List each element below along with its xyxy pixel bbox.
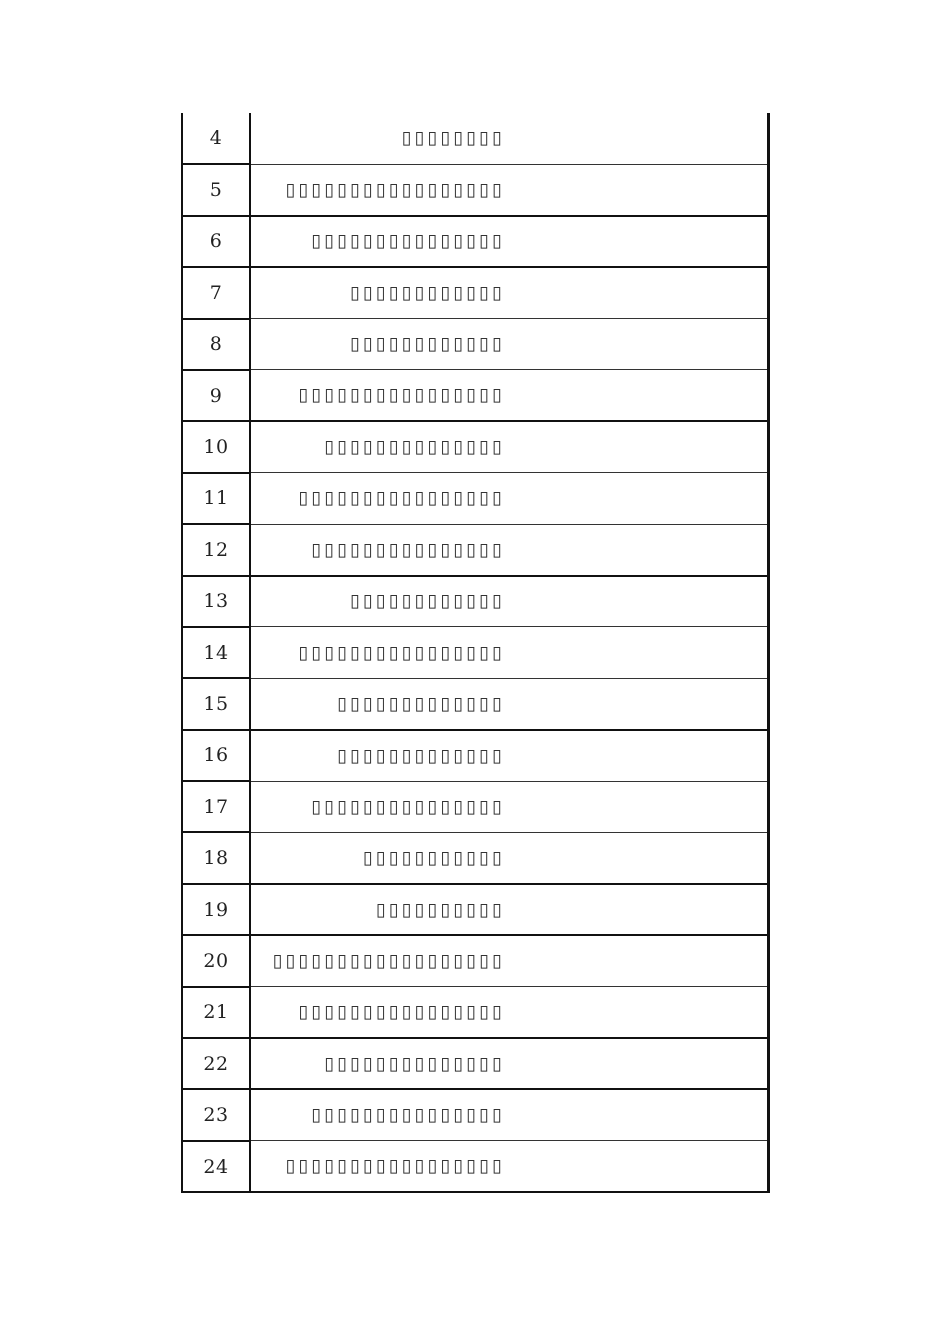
table-row (182, 216, 769, 267)
table-row (182, 267, 769, 318)
table-row (182, 935, 769, 986)
row-name: ▯▯▯▯▯▯▯▯▯▯▯▯▯▯ (324, 1053, 505, 1075)
table-row (182, 884, 769, 935)
row-name-cell (250, 987, 769, 1038)
row-number: 11 (182, 473, 250, 524)
row-number: 14 (182, 627, 250, 678)
row-name: ▯▯▯▯▯▯▯▯▯▯▯▯▯▯▯▯ (298, 642, 505, 664)
row-number: 5 (182, 164, 250, 215)
row-name-cell (250, 781, 769, 832)
row-name-cell (250, 524, 769, 575)
row-name-cell (250, 421, 769, 472)
table-row (182, 319, 769, 370)
row-name: ▯▯▯▯▯▯▯▯▯▯▯▯▯▯▯▯ (298, 487, 505, 509)
table-row (182, 370, 769, 421)
table-row (182, 473, 769, 524)
row-number: 9 (182, 370, 250, 421)
row-name: ▯▯▯▯▯▯▯▯▯▯▯ (363, 847, 505, 869)
table-row (182, 421, 769, 472)
table-row (182, 164, 769, 215)
row-name-cell (250, 319, 769, 370)
row-name-cell (250, 678, 769, 729)
row-name: ▯▯▯▯▯▯▯▯▯▯▯▯▯▯▯ (311, 539, 505, 561)
row-name: ▯▯▯▯▯▯▯▯▯▯▯▯▯▯▯ (311, 230, 505, 252)
row-number: 4 (182, 113, 250, 164)
table-row (182, 113, 769, 164)
row-name-cell (250, 267, 769, 318)
row-name-cell (250, 1038, 769, 1089)
table-row (182, 781, 769, 832)
table-row (182, 832, 769, 883)
row-number: 23 (182, 1089, 250, 1140)
row-number: 21 (182, 987, 250, 1038)
row-name: ▯▯▯▯▯▯▯▯▯▯▯▯▯▯▯▯▯ (285, 1155, 505, 1177)
table-row (182, 627, 769, 678)
row-number: 19 (182, 884, 250, 935)
table-row (182, 678, 769, 729)
row-name-cell (250, 473, 769, 524)
row-number: 8 (182, 319, 250, 370)
row-name-cell (250, 164, 769, 215)
row-name: ▯▯▯▯▯▯▯▯▯▯▯▯▯ (337, 745, 505, 767)
row-number: 6 (182, 216, 250, 267)
table-row (182, 1141, 769, 1192)
row-name-cell (250, 1089, 769, 1140)
row-name: ▯▯▯▯▯▯▯▯▯▯▯▯▯▯ (324, 436, 505, 458)
row-name: ▯▯▯▯▯▯▯▯▯▯▯▯ (350, 333, 505, 355)
row-number: 10 (182, 421, 250, 472)
row-number: 22 (182, 1038, 250, 1089)
row-number: 17 (182, 781, 250, 832)
row-number: 12 (182, 524, 250, 575)
row-name-cell (250, 884, 769, 935)
row-name: ▯▯▯▯▯▯▯▯▯▯▯▯▯▯▯▯ (298, 384, 505, 406)
row-number: 13 (182, 576, 250, 627)
table-row (182, 730, 769, 781)
row-name-cell (250, 113, 769, 164)
row-name-cell (250, 576, 769, 627)
row-name: ▯▯▯▯▯▯▯▯ (401, 127, 505, 149)
row-name-cell (250, 1141, 769, 1192)
table-row (182, 1089, 769, 1140)
row-name: ▯▯▯▯▯▯▯▯▯▯▯▯▯▯▯ (311, 796, 505, 818)
row-name: ▯▯▯▯▯▯▯▯▯▯▯▯▯▯▯ (311, 1104, 505, 1126)
row-name-cell (250, 216, 769, 267)
row-name-cell (250, 627, 769, 678)
row-number: 24 (182, 1141, 250, 1192)
row-name-cell (250, 730, 769, 781)
table-row (182, 987, 769, 1038)
row-name: ▯▯▯▯▯▯▯▯▯▯▯▯ (350, 590, 505, 612)
row-name: ▯▯▯▯▯▯▯▯▯▯▯▯ (350, 282, 505, 304)
row-number: 16 (182, 730, 250, 781)
row-name-cell (250, 935, 769, 986)
row-number: 7 (182, 267, 250, 318)
row-number: 18 (182, 832, 250, 883)
table-row (182, 576, 769, 627)
table-row (182, 524, 769, 575)
table-row (182, 1038, 769, 1089)
row-name: ▯▯▯▯▯▯▯▯▯▯ (375, 899, 505, 921)
row-number: 20 (182, 935, 250, 986)
document-table (181, 113, 770, 1193)
row-number: 15 (182, 678, 250, 729)
row-name: ▯▯▯▯▯▯▯▯▯▯▯▯▯ (337, 693, 505, 715)
row-name-cell (250, 370, 769, 421)
row-name-cell (250, 832, 769, 883)
row-name: ▯▯▯▯▯▯▯▯▯▯▯▯▯▯▯▯▯▯ (272, 950, 505, 972)
row-name: ▯▯▯▯▯▯▯▯▯▯▯▯▯▯▯▯▯ (285, 179, 505, 201)
row-name: ▯▯▯▯▯▯▯▯▯▯▯▯▯▯▯▯ (298, 1001, 505, 1023)
table-body (182, 113, 769, 1192)
